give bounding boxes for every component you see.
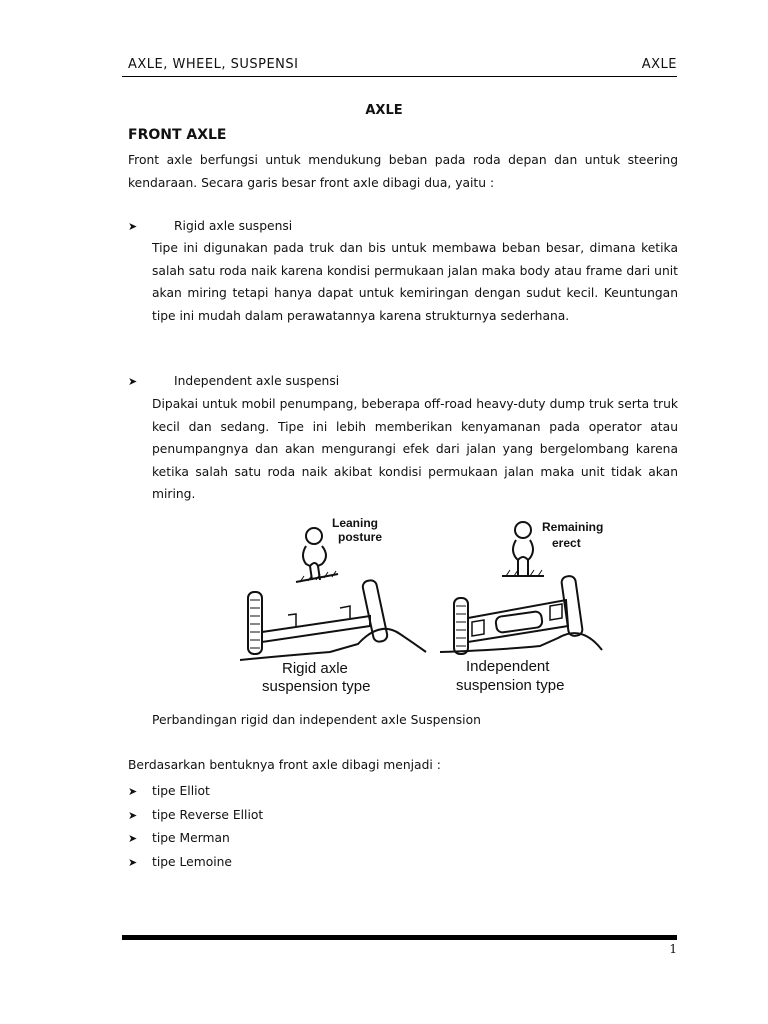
bullet-rigid bbox=[128, 215, 292, 239]
list-item bbox=[128, 804, 263, 828]
page-number: 1 bbox=[669, 942, 677, 956]
rigid-paragraph: Tipe ini digunakan pada truk dan bis untuk membawa beban besar, dimana ketika salah satu roda naik karena kondisi permukaan jalan maka body atau frame dari unit akan miring tetapi hanya dapat untuk kemiringan dengan sudut kecil. Keuntungan tipe ini mudah dalam perawatannya karena strukturnya sederhana. bbox=[152, 241, 678, 323]
axle-type-list bbox=[128, 780, 263, 874]
left-caption-line2: suspension type bbox=[262, 678, 371, 695]
arrow-bullet-icon: ➤ bbox=[128, 785, 138, 798]
list-item-label: tipe Elliot bbox=[152, 784, 210, 798]
bullet-rigid-label: Rigid axle suspensi bbox=[174, 219, 293, 233]
right-posture-line1: Remaining bbox=[542, 520, 604, 534]
left-posture-line2: posture bbox=[338, 530, 383, 544]
list-item bbox=[128, 780, 263, 804]
rigid-axle-drawing bbox=[240, 579, 426, 660]
right-caption-line1: Independent bbox=[466, 658, 550, 675]
list-item-label: tipe Lemoine bbox=[152, 854, 232, 869]
arrow-bullet-icon: ➤ bbox=[128, 855, 138, 869]
arrow-bullet-icon: ➤ bbox=[128, 375, 138, 388]
figure-caption: Perbandingan rigid dan independent axle Suspension bbox=[152, 713, 481, 727]
independent-paragraph: Dipakai untuk mobil penumpang, beberapa off-road heavy-duty dump truk serta truk kecil dan sedang. Tipe ini lebih memberikan kenyamanan pada operator atau penumpangnya dan akan mengurangi efek dari jalan yang bergelombang karena ketika salah satu roda naik akibat kondisi permukaan jalan maka unit tidak akan miring. bbox=[152, 397, 678, 501]
page-title: AXLE bbox=[365, 103, 403, 118]
running-header-left: AXLE, WHEEL, SUSPENSI bbox=[128, 57, 299, 72]
right-person-icon bbox=[502, 522, 544, 576]
left-posture-line1: Leaning bbox=[332, 516, 379, 530]
list-item bbox=[128, 851, 263, 875]
types-intro: Berdasarkan bentuknya front axle dibagi menjadi : bbox=[128, 758, 441, 772]
arrow-bullet-icon: ➤ bbox=[128, 808, 138, 822]
list-item-label: tipe Reverse Elliot bbox=[152, 807, 264, 822]
bullet-independent bbox=[128, 370, 339, 394]
suspension-comparison-figure bbox=[240, 510, 610, 702]
intro-paragraph: Front axle berfungsi untuk mendukung beban pada roda depan dan untuk steering kendaraan. Secara garis besar front axle dibagi dua, yaitu : bbox=[128, 153, 678, 190]
running-header-right: AXLE bbox=[641, 57, 677, 72]
arrow-bullet-icon: ➤ bbox=[128, 220, 138, 233]
left-person-icon bbox=[296, 528, 338, 582]
independent-axle-drawing bbox=[440, 575, 602, 654]
arrow-bullet-icon: ➤ bbox=[128, 832, 138, 845]
list-item bbox=[128, 827, 263, 851]
bullet-independent-label: Independent axle suspensi bbox=[174, 374, 340, 388]
header-rule bbox=[122, 76, 677, 77]
right-posture-line2: erect bbox=[552, 536, 581, 550]
list-item-label: tipe Merman bbox=[152, 831, 230, 845]
right-caption-line2: suspension type bbox=[456, 677, 565, 694]
section-heading: FRONT AXLE bbox=[128, 127, 227, 143]
left-caption-line1: Rigid axle bbox=[282, 660, 348, 677]
footer-rule bbox=[122, 935, 677, 940]
suspension-illustration bbox=[240, 510, 610, 702]
